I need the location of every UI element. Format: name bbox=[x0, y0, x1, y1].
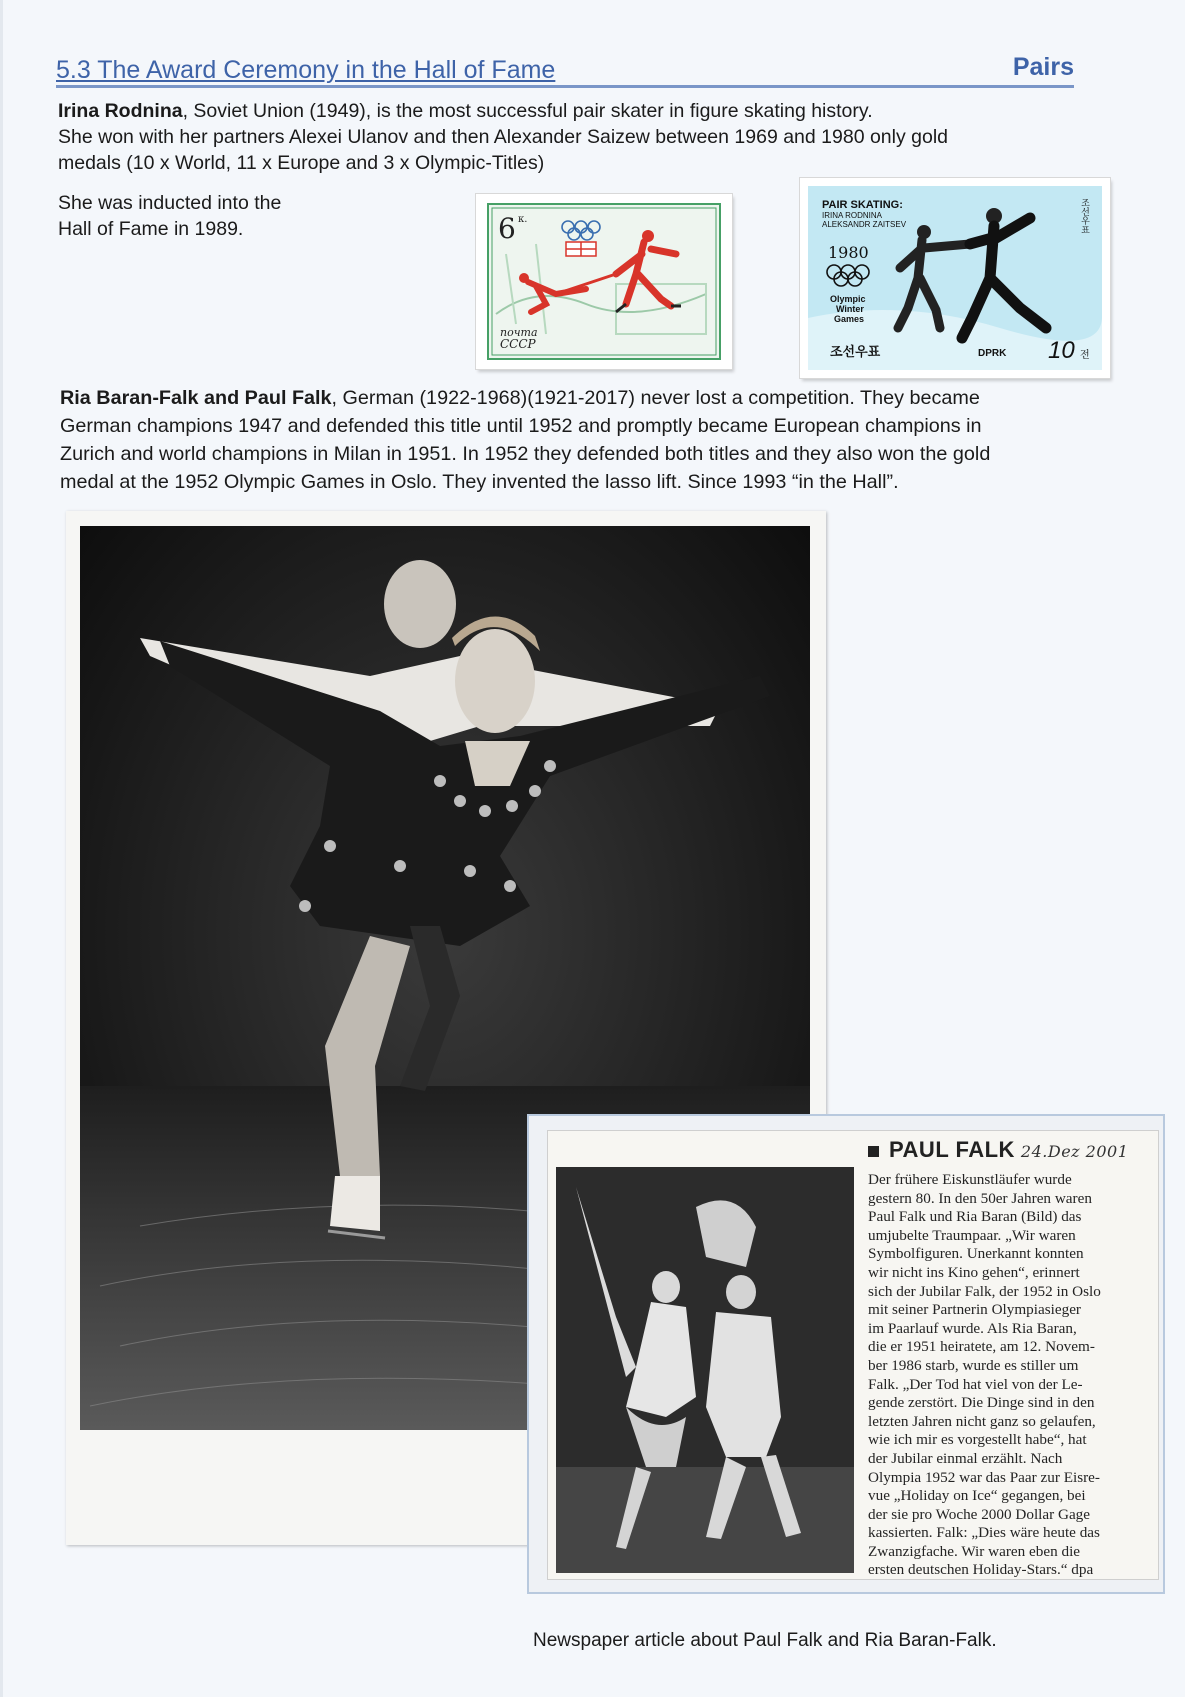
falk-line-1-text: , German (1922-1968)(1921-2017) never lost a competition. They became bbox=[331, 387, 980, 409]
clipping-heading-text: PAUL FALK bbox=[889, 1137, 1015, 1162]
dprk-stamp-year: 1980 bbox=[828, 243, 869, 262]
clipping-heading bbox=[868, 1137, 1128, 1163]
ussr-stamp-art bbox=[476, 194, 732, 369]
clipping-article-text: Der frühere Eiskunstläufer wurde gestern 80. In den 50er Jahren waren Paul Falk und Ria Baran (Bild) das umjubelte Traumpaar. „Wir waren Symbolfiguren. Unerkannt konnten wir nicht ins Kino gehen“, erinnert sich der Jubilar Falk, der 1952 in Oslo mit seiner Partnerin Olympiasieger im Paarlauf wurde. Als Ria Baran, die er 1951 heiratete, am 12. Novem- ber 1986 starb, wurde es stiller um Falk. „Der Tod hat viel von der Le- gende zerstört. Die Dinge sind in den letzten Jahren nicht ganz so gelaufen, wie ich mir es vorgestellt habe“, hat der Jubilar einmal erzählt. Nach Olympia 1952 war das Paar zur Eisre- vue „Holiday on Ice“ gegangen, bei der sie pro Woche 2000 Dollar Gage kassierten. Falk: „Dies wäre heute das Zwanzigfache. Wir waren eben die ersten deutschen Holiday-Stars.“ dpa bbox=[868, 1171, 1101, 1579]
page-header bbox=[56, 52, 1074, 88]
rodnina-name: Irina Rodnina bbox=[58, 100, 183, 122]
rodnina-line-5: Hall of Fame in 1989. bbox=[58, 218, 244, 240]
dprk-stamp-names1: IRINA RODNINA bbox=[822, 211, 883, 220]
ussr-stamp-unit: к. bbox=[518, 214, 528, 225]
dprk-stamp-olympic2: Winter bbox=[836, 304, 864, 314]
page-title: 5.3 The Award Ceremony in the Hall of Fame bbox=[56, 56, 556, 84]
dprk-stamp-olympic3: Games bbox=[834, 314, 865, 324]
clipping-paper bbox=[547, 1130, 1159, 1580]
rodnina-induction bbox=[58, 190, 388, 242]
clipping-bullet-icon bbox=[868, 1146, 879, 1157]
rodnina-line-3: medals (10 x World, 11 x Europe and 3 x Olympic-Titles) bbox=[58, 152, 545, 174]
dprk-stamp-art bbox=[800, 178, 1110, 378]
clipping-handwritten-date: 24.Dez 2001 bbox=[1020, 1142, 1129, 1161]
newspaper-clipping bbox=[527, 1114, 1165, 1594]
ussr-stamp-value: 6 bbox=[498, 212, 516, 245]
falk-line-4: medal at the 1952 Olympic Games in Oslo. They invented the lasso lift. Since 1993 “in the Hall”. bbox=[60, 471, 899, 493]
dprk-stamp-country-korean: 조선우표 bbox=[830, 345, 881, 360]
falk-paragraph bbox=[60, 384, 1120, 496]
rodnina-line-1-text: , Soviet Union (1949), is the most successful pair skater in figure skating history. bbox=[182, 100, 873, 122]
dprk-stamp-names2: ALEKSANDR ZAITSEV bbox=[822, 220, 907, 229]
dprk-stamp-vertical: 조선우표 bbox=[1079, 198, 1089, 234]
ussr-stamp bbox=[476, 194, 732, 369]
rodnina-paragraph bbox=[58, 98, 1118, 176]
clipping-photo bbox=[556, 1167, 854, 1573]
ussr-stamp-country: СССР bbox=[500, 337, 536, 351]
ussr-stamp-script: почта bbox=[500, 326, 538, 339]
clipping-caption: Newspaper article about Paul Falk and Ria Baran-Falk. bbox=[533, 1630, 997, 1651]
falk-line-1 bbox=[60, 384, 1120, 412]
section-label: Pairs bbox=[1012, 53, 1074, 81]
rodnina-line-1 bbox=[58, 98, 1118, 124]
dprk-stamp-value: 10 bbox=[1048, 337, 1075, 364]
dprk-stamp-title: PAIR SKATING: bbox=[822, 199, 903, 211]
dprk-stamp-unit: 전 bbox=[1080, 350, 1090, 361]
dprk-stamp-country: DPRK bbox=[978, 348, 1007, 359]
falk-line-3: Zurich and world champions in Milan in 1951. In 1952 they defended both titles and they also won the gold bbox=[60, 443, 991, 465]
rodnina-line-4: She was inducted into the bbox=[58, 192, 282, 214]
falk-names: Ria Baran-Falk and Paul Falk bbox=[60, 387, 332, 409]
dprk-stamp-olympic1: Olympic bbox=[830, 294, 866, 304]
falk-line-2: German champions 1947 and defended this title until 1952 and promptly became European champions in bbox=[60, 415, 982, 437]
rodnina-line-2: She won with her partners Alexei Ulanov and then Alexander Saizew between 1969 and 1980 only gold bbox=[58, 126, 949, 148]
dprk-stamp bbox=[800, 178, 1110, 378]
